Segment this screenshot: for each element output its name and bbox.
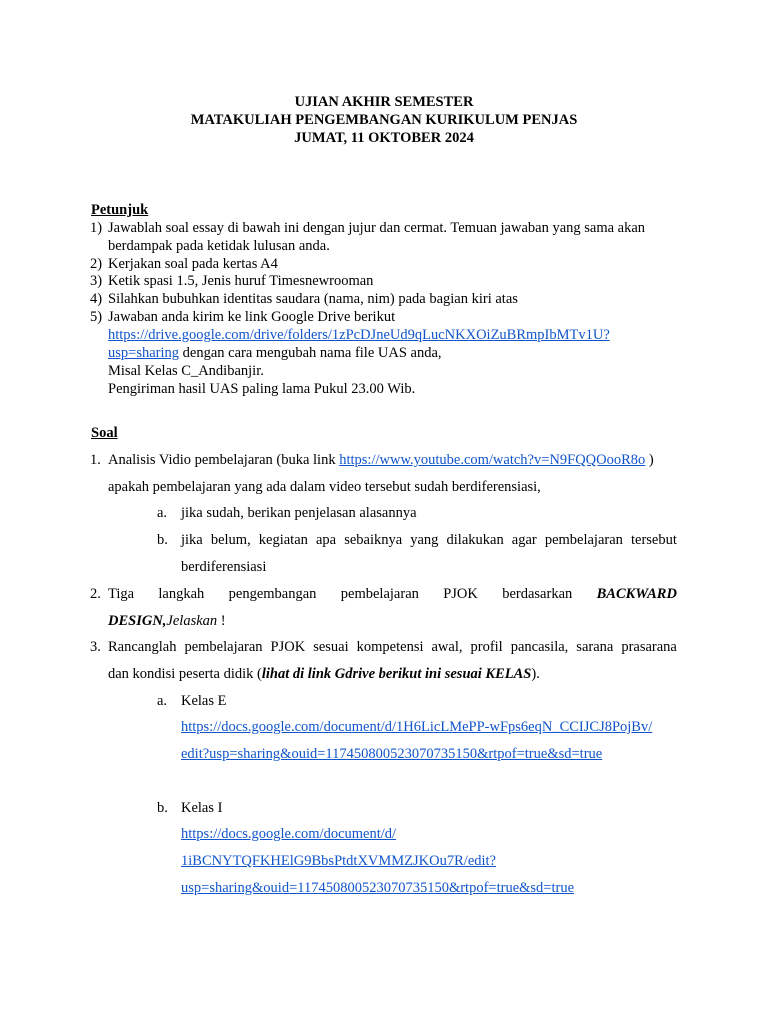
soal-heading: Soal [91, 425, 118, 441]
word: Rancanglah [108, 639, 177, 655]
emphasis-text: DESIGN, [108, 613, 167, 629]
question-number: 2. [90, 586, 101, 602]
question-text: ) [645, 452, 654, 468]
instruction-number: 3) [90, 273, 103, 289]
emphasis-text: lihat di link Gdrive berikut ini sesuai KELAS [261, 666, 532, 682]
class-label: Kelas E [181, 693, 227, 709]
subitem-label: a. [157, 505, 168, 521]
question-text: Analisis Vidio pembelajaran (buka link [108, 452, 340, 468]
word: kompetensi [356, 639, 424, 655]
word: belum, [210, 532, 251, 548]
filename-example: Misal Kelas C_Andibanjir. [108, 363, 264, 379]
word: prasarana [621, 639, 677, 655]
gdoc-link-line [181, 718, 652, 736]
word: awal, [431, 639, 463, 655]
instruction-text: Kerjakan soal pada kertas A4 [108, 256, 278, 272]
gdoc-link-kelas-e[interactable]: https://docs.google.com/document/d/1H6LicLMePP-wFps6eqN_CCIJCJ8PojBv/ [181, 719, 653, 735]
exam-title: UJIAN AKHIR SEMESTER [294, 94, 474, 110]
question-text: dan kondisi peserta didik ( [108, 666, 262, 682]
drive-link[interactable]: https://drive.google.com/drive/folders/1zPcDJneUd9qLucNKXOiZuBRmpIbMTv1U? [108, 327, 610, 343]
course-title: MATAKULIAH PENGEMBANGAN KURIKULUM PENJAS [190, 112, 578, 128]
question-text: ! [217, 613, 226, 629]
word: kegiatan [258, 532, 308, 548]
instruction-text: Jawaban anda kirim ke link Google Drive berikut [108, 309, 396, 325]
gdoc-link-line [181, 745, 602, 763]
youtube-link[interactable]: https://www.youtube.com/watch?v=N9FQQOooR8o [339, 452, 646, 468]
word: pembelajaran [340, 586, 419, 602]
instruction-text: Ketik spasi 1.5, Jenis huruf Timesnewrooman [108, 273, 374, 289]
word: pembelajaran [184, 639, 263, 655]
gdoc-link-kelas-i[interactable]: https://docs.google.com/document/d/ [181, 826, 397, 842]
drive-link-cont[interactable]: usp=sharing [108, 345, 180, 361]
word: Tiga [108, 586, 135, 602]
class-label: Kelas I [181, 800, 223, 816]
word: sesuai [313, 639, 349, 655]
word: dilakukan [446, 532, 504, 548]
emphasis-text: BACKWARD [596, 586, 677, 602]
question-2-line [108, 612, 226, 630]
subitem-label: b. [157, 800, 168, 816]
word: PJOK [270, 639, 306, 655]
word: jika [181, 532, 203, 548]
word: pancasila, [510, 639, 569, 655]
instruction-number: 1) [90, 220, 103, 236]
word: sebaiknya [344, 532, 403, 548]
instruction-number: 4) [90, 291, 103, 307]
question-3-line [108, 665, 540, 683]
deadline-text: Pengiriman hasil UAS paling lama Pukul 23.00 Wib. [108, 381, 416, 397]
gdoc-link-kelas-i-cont[interactable]: usp=sharing&ouid=117450800523070735150&rtpof=true&sd=true [181, 880, 575, 896]
question-text: apakah pembelajaran yang ada dalam video tersebut sudah berdiferensiasi, [108, 479, 541, 495]
subitem-label: a. [157, 693, 168, 709]
question-1-line [108, 451, 654, 469]
word: sarana [576, 639, 614, 655]
drive-link-line [108, 344, 442, 362]
subitem-label: b. [157, 532, 168, 548]
word: berdasarkan [502, 586, 573, 602]
petunjuk-heading: Petunjuk [91, 202, 149, 218]
gdoc-link-kelas-i-cont[interactable]: 1iBCNYTQFKHElG9BbsPtdtXVMMZJKOu7R/edit? [181, 853, 496, 869]
exam-date: JUMAT, 11 OKTOBER 2024 [294, 130, 474, 146]
drive-link-line [108, 326, 610, 344]
instruction-number: 2) [90, 256, 103, 272]
gdoc-link-line [181, 825, 396, 843]
gdoc-link-kelas-e-cont[interactable]: edit?usp=sharing&ouid=117450800523070735150&rtpof=true&sd=true [181, 746, 603, 762]
question-2-line [108, 585, 677, 603]
word: pengembangan [228, 586, 317, 602]
subitem-text [181, 531, 677, 549]
word: langkah [158, 586, 205, 602]
question-number: 3. [90, 639, 101, 655]
italic-text: Jelaskan [166, 613, 218, 629]
word: profil [470, 639, 503, 655]
word: tersebut [630, 532, 677, 548]
word: pembelajaran [544, 532, 623, 548]
instruction-number: 5) [90, 309, 103, 325]
instruction-text: Jawablah soal essay di bawah ini dengan jujur dan cermat. Temuan jawaban yang sama akan [108, 220, 646, 236]
word: agar [511, 532, 537, 548]
word: apa [315, 532, 337, 548]
word: yang [410, 532, 439, 548]
gdoc-link-line [181, 879, 574, 897]
instruction-text: berdampak pada ketidak lulusan anda. [108, 238, 330, 254]
instruction-text: Silahkan bubuhkan identitas saudara (nama, nim) pada bagian kiri atas [108, 291, 518, 307]
subitem-text: berdiferensiasi [181, 559, 267, 575]
question-text: ). [531, 666, 540, 682]
word: PJOK [443, 586, 478, 602]
question-3-line [108, 638, 677, 656]
gdoc-link-line [181, 852, 496, 870]
drive-instruction-text: dengan cara mengubah nama file UAS anda, [179, 345, 442, 361]
subitem-text: jika sudah, berikan penjelasan alasannya [181, 505, 417, 521]
question-number: 1. [90, 452, 101, 468]
